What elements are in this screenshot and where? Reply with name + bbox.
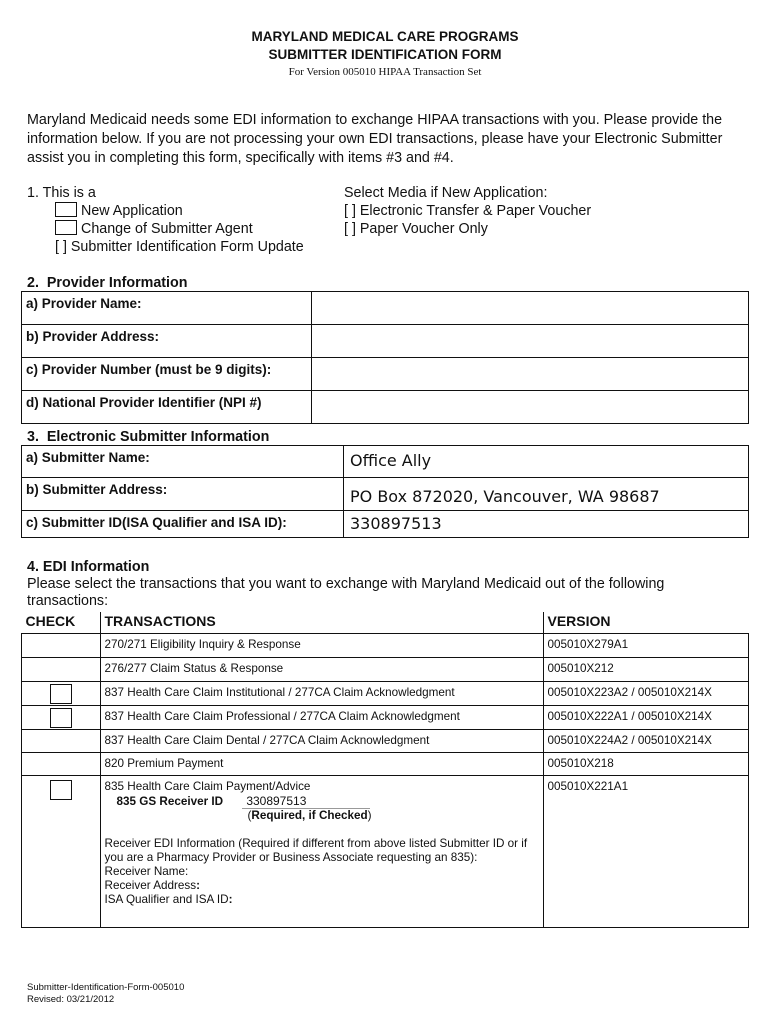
- section3-heading: 3. Electronic Submitter Information: [27, 429, 270, 445]
- npi-row: [22, 391, 749, 424]
- table-row: [22, 753, 749, 776]
- gs-receiver-line: [105, 794, 543, 809]
- provider-address-label: b) Provider Address:: [22, 325, 312, 358]
- institutional-checkbox[interactable]: [50, 684, 72, 704]
- intro-paragraph: Maryland Medicaid needs some EDI information to exchange HIPAA transactions with you. Please provide the information below. If you are not processing your own EDI transactions, please have your Electronic Submitter assist you in completing this form, specifically with items #3 and #4.: [27, 112, 723, 166]
- submitter-info-table: [21, 445, 749, 538]
- transaction-835-cell: [100, 776, 543, 928]
- check-cell: [22, 682, 101, 706]
- provider-name-label: a) Provider Name:: [22, 292, 312, 325]
- col-transactions-header: TRANSACTIONS: [100, 612, 543, 634]
- submitter-id-field[interactable]: 330897513: [344, 511, 749, 538]
- change-submitter-checkbox[interactable]: [55, 220, 77, 235]
- option-change-submitter[interactable]: Change of Submitter Agent: [27, 220, 304, 238]
- footer: [27, 982, 184, 1006]
- section1-left: [27, 184, 304, 256]
- form-subtitle: For Version 005010 HIPAA Transaction Set: [288, 66, 482, 78]
- table-row: [22, 658, 749, 682]
- provider-address-field[interactable]: [312, 325, 749, 358]
- transaction-name: 835 Health Care Claim Payment/Advice: [104, 780, 311, 793]
- option-new-application[interactable]: New Application: [27, 202, 304, 220]
- transactions-table: [21, 612, 749, 928]
- col-check-header: CHECK: [22, 612, 101, 634]
- option-form-update[interactable]: [ ] Submitter Identification Form Update: [55, 239, 304, 255]
- submitter-address-label: b) Submitter Address:: [22, 478, 344, 511]
- section1-label: 1. This is a: [27, 185, 96, 201]
- section2-heading: 2. Provider Information: [27, 275, 188, 291]
- section4-heading: 4. EDI Information: [27, 559, 150, 575]
- transaction-name: 820 Premium Payment: [100, 753, 543, 776]
- transaction-version: 005010X212: [543, 658, 749, 682]
- media-option-electronic[interactable]: [ ] Electronic Transfer & Paper Voucher: [344, 203, 592, 219]
- professional-checkbox[interactable]: [50, 708, 72, 728]
- required-note: (Required, if Checked): [247, 809, 372, 822]
- check-cell: [22, 706, 101, 730]
- gs-receiver-label: 835 GS Receiver ID: [116, 795, 224, 808]
- transaction-version: 005010X222A1 / 005010X214X: [543, 706, 749, 730]
- transactions-header-row: [22, 612, 749, 634]
- form-title-line1: MARYLAND MEDICAL CARE PROGRAMS: [251, 29, 519, 44]
- submitter-name-label: a) Submitter Name:: [22, 446, 344, 478]
- transaction-name: 837 Health Care Claim Institutional / 277CA Claim Acknowledgment: [100, 682, 543, 706]
- new-application-checkbox[interactable]: [55, 202, 77, 217]
- table-row: [22, 706, 749, 730]
- transaction-name: 837 Health Care Claim Dental / 277CA Claim Acknowledgment: [100, 730, 543, 753]
- section1-media: [344, 184, 591, 238]
- col-version-header: VERSION: [543, 612, 749, 634]
- transaction-name: 270/271 Eligibility Inquiry & Response: [100, 634, 543, 658]
- transaction-version: 005010X218: [543, 753, 749, 776]
- submitter-name-row: [22, 446, 749, 478]
- media-option-paper[interactable]: [ ] Paper Voucher Only: [344, 221, 488, 237]
- npi-label: d) National Provider Identifier (NPI #): [22, 391, 312, 424]
- transaction-version: 005010X279A1: [543, 634, 749, 658]
- submitter-id-label: c) Submitter ID(ISA Qualifier and ISA ID):: [22, 511, 344, 538]
- submitter-id-row: [22, 511, 749, 538]
- check-cell[interactable]: [22, 634, 101, 658]
- submitter-address-row: [22, 478, 749, 511]
- section4-intro: [27, 558, 747, 610]
- receiver-address-label: Receiver Address:: [104, 879, 200, 892]
- check-cell[interactable]: [22, 658, 101, 682]
- table-row-835: [22, 776, 749, 928]
- transaction-name: 276/277 Claim Status & Response: [100, 658, 543, 682]
- gs-receiver-id-field[interactable]: 330897513: [242, 794, 370, 809]
- check-cell: [22, 776, 101, 928]
- table-row: [22, 682, 749, 706]
- check-cell[interactable]: [22, 753, 101, 776]
- transaction-name: 837 Health Care Claim Professional / 277CA Claim Acknowledgment: [100, 706, 543, 730]
- provider-number-field[interactable]: [312, 358, 749, 391]
- transaction-version: 005010X224A2 / 005010X214X: [543, 730, 749, 753]
- form-title-line2: SUBMITTER IDENTIFICATION FORM: [268, 47, 502, 62]
- provider-number-row: [22, 358, 749, 391]
- provider-info-table: [21, 291, 749, 424]
- provider-number-label: c) Provider Number (must be 9 digits):: [22, 358, 312, 391]
- payment-advice-checkbox[interactable]: [50, 780, 72, 800]
- provider-address-row: [22, 325, 749, 358]
- transaction-version: 005010X223A2 / 005010X214X: [543, 682, 749, 706]
- check-cell[interactable]: [22, 730, 101, 753]
- isa-label: ISA Qualifier and ISA ID:: [104, 893, 233, 906]
- section4-instructions: Please select the transactions that you want to exchange with Maryland Medicaid out of the following transactions:: [27, 576, 665, 609]
- receiver-info-text: Receiver EDI Information (Required if different from above listed Submitter ID or if you are a Pharmacy Provider or Business Associate requesting an 835):: [104, 837, 528, 864]
- transaction-version: 005010X221A1: [543, 776, 749, 928]
- npi-field[interactable]: [312, 391, 749, 424]
- footer-revised: Revised: 03/21/2012: [27, 994, 115, 1005]
- provider-name-field[interactable]: [312, 292, 749, 325]
- table-row: [22, 634, 749, 658]
- submitter-name-field[interactable]: Office Ally: [344, 446, 749, 478]
- submitter-address-field[interactable]: PO Box 872020, Vancouver, WA 98687: [344, 478, 749, 511]
- provider-name-row: [22, 292, 749, 325]
- media-label: Select Media if New Application:: [344, 185, 548, 201]
- footer-form-id: Submitter-Identification-Form-005010: [27, 982, 185, 993]
- receiver-name-label: Receiver Name:: [104, 865, 189, 878]
- table-row: [22, 730, 749, 753]
